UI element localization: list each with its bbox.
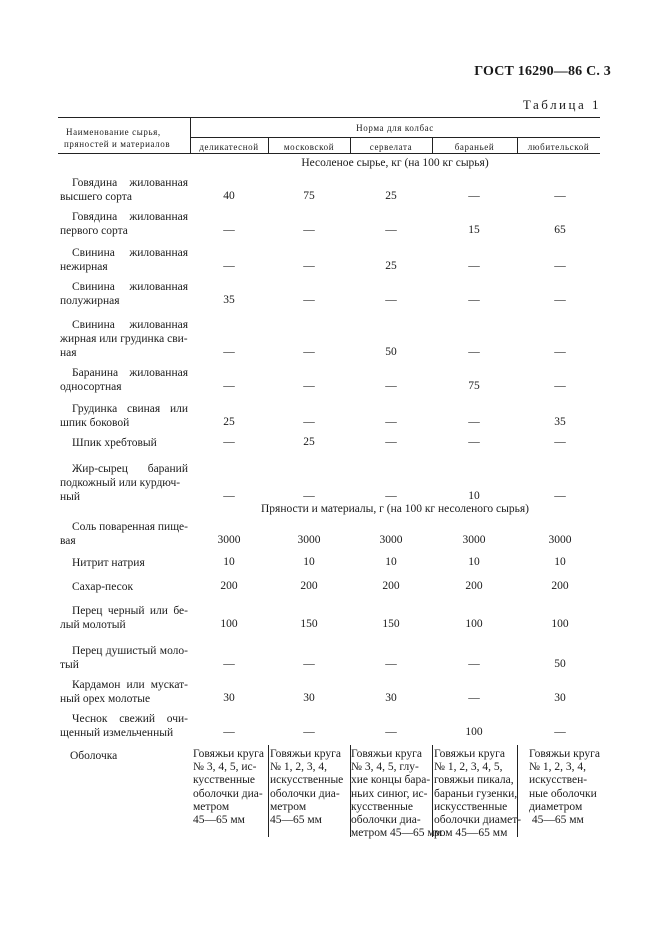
casing-lyubitelskaya: Говяжьи круга № 1, 2, 3, 4, искусствен- ные оболочки диаметром 45—65 мм	[529, 748, 600, 827]
row-name-line: Нитрит натрия	[72, 557, 145, 569]
row-name	[60, 678, 188, 706]
row-name	[60, 176, 188, 204]
value-cell: —	[554, 190, 566, 202]
value-cell: 35	[223, 294, 235, 306]
value-cell: 150	[382, 618, 400, 630]
row-name	[60, 366, 188, 394]
value-cell: 75	[303, 190, 315, 202]
value-cell: 25	[385, 190, 397, 202]
value-cell: 50	[385, 346, 397, 358]
value-cell: 100	[465, 618, 483, 630]
casing-col-divider-1	[268, 745, 269, 837]
value-cell: 200	[382, 580, 400, 592]
casing-servelat: Говяжьи круга № 3, 4, 5, глу- хие концы бара- ньих синюг, ис- кусственные оболочки диа- метром 45—65 мм	[351, 748, 442, 840]
value-cell: 25	[385, 260, 397, 272]
value-cell: —	[554, 436, 566, 448]
row-name-line: Жир-сырец бараний	[72, 463, 188, 475]
value-cell: —	[385, 490, 397, 502]
value-cell: —	[385, 294, 397, 306]
row-name-line: Говядина жилованная	[72, 177, 188, 189]
value-cell: —	[554, 490, 566, 502]
row-name-line: лый молотый	[60, 619, 126, 631]
row-name-line: тый	[60, 659, 79, 671]
table-top-rule	[58, 117, 600, 118]
row-name-line: ный	[60, 491, 81, 503]
row-name-line: Чеснок свежий очи-	[72, 713, 188, 725]
row-name-line: Сахар-песок	[72, 581, 134, 593]
group-header-rule	[190, 137, 600, 138]
value-cell: —	[468, 658, 480, 670]
value-cell: —	[385, 416, 397, 428]
row-name	[60, 520, 188, 548]
value-cell: 200	[220, 580, 238, 592]
table-label: Таблица 1	[522, 97, 601, 112]
row-name-line: Баранина жилованная	[72, 367, 188, 379]
value-cell: 10	[468, 556, 480, 568]
value-cell: 150	[300, 618, 318, 630]
value-cell: —	[303, 416, 315, 428]
header-name-line-1: Наименование сырья,	[66, 127, 161, 137]
row-name-line: Перец черный или бе-	[72, 605, 188, 617]
value-cell: 40	[223, 190, 235, 202]
value-cell: 25	[223, 416, 235, 428]
value-cell: 30	[385, 692, 397, 704]
value-cell: —	[303, 346, 315, 358]
value-cell: 100	[551, 618, 569, 630]
value-cell: 3000	[548, 534, 572, 546]
value-cell: —	[385, 658, 397, 670]
section-title-raw: Несоленое сырье, кг (на 100 кг сырья)	[301, 157, 489, 169]
value-cell: 10	[303, 556, 315, 568]
value-cell: 10	[385, 556, 397, 568]
value-cell: —	[554, 260, 566, 272]
row-name	[60, 210, 188, 238]
value-cell: 10	[554, 556, 566, 568]
value-cell: —	[554, 726, 566, 738]
value-cell: —	[303, 658, 315, 670]
value-cell: —	[385, 436, 397, 448]
value-cell: 65	[554, 224, 566, 236]
page-header: ГОСТ 16290—86 С. 3	[474, 64, 611, 79]
row-name	[60, 604, 188, 632]
col-header-baranya: бараньей	[454, 142, 495, 152]
value-cell: —	[223, 260, 235, 272]
row-name-line: односортная	[60, 381, 122, 393]
value-cell: —	[468, 190, 480, 202]
row-name-line: первого сорта	[60, 225, 128, 237]
value-cell: —	[468, 416, 480, 428]
col-header-moskovskaya: московской	[283, 142, 335, 152]
row-name-line: жирная или грудинка сви-	[60, 333, 188, 345]
value-cell: 10	[468, 490, 480, 502]
value-cell: —	[303, 726, 315, 738]
row-name-line: полужирная	[60, 295, 120, 307]
casing-baranya: Говяжьи круга № 1, 2, 3, 4, 5, говяжьи пикала, бараньи гузенки, искусственные оболочки диамет- ром 45—65 мм	[434, 748, 522, 840]
value-cell: —	[385, 726, 397, 738]
value-cell: —	[303, 380, 315, 392]
row-name	[60, 436, 188, 450]
value-cell: 3000	[297, 534, 321, 546]
col-header-delikatesnaya: деликатесной	[199, 142, 259, 152]
value-cell: —	[223, 490, 235, 502]
row-name-line: Говядина жилованная	[72, 211, 188, 223]
row-name-line: нежирная	[60, 261, 108, 273]
value-cell: 3000	[217, 534, 241, 546]
row-name-line: ная	[60, 347, 77, 359]
row-name-line: шпик боковой	[60, 417, 130, 429]
value-cell: —	[223, 224, 235, 236]
casing-delikatesnaya: Говяжьи круга № 3, 4, 5, ис- кусственные оболочки диа- метром 45—65 мм	[193, 748, 264, 827]
value-cell: —	[303, 294, 315, 306]
value-cell: —	[468, 260, 480, 272]
row-name	[60, 280, 188, 308]
value-cell: —	[223, 380, 235, 392]
value-cell: 25	[303, 436, 315, 448]
section-title-spices: Пряности и материалы, г (на 100 кг несоленого сырья)	[260, 503, 530, 515]
value-cell: 3000	[462, 534, 486, 546]
value-cell: —	[468, 436, 480, 448]
row-name	[60, 644, 188, 672]
col-header-lyubitelskaya: любительской	[527, 142, 590, 152]
value-cell: —	[468, 346, 480, 358]
value-cell: —	[554, 380, 566, 392]
row-name	[60, 580, 188, 594]
row-name-line: Грудинка свиная или	[72, 403, 188, 415]
value-cell: —	[468, 294, 480, 306]
value-cell: —	[223, 436, 235, 448]
row-name	[60, 402, 188, 430]
value-cell: 50	[554, 658, 566, 670]
col-header-servelat: сервелата	[369, 142, 413, 152]
casing-moskovskaya: Говяжьи круга № 1, 2, 3, 4, искусственные оболочки диа- метром 45—65 мм	[270, 748, 344, 827]
value-cell: —	[223, 346, 235, 358]
value-cell: 200	[465, 580, 483, 592]
value-cell: 75	[468, 380, 480, 392]
row-name-line: щенный измельченный	[60, 727, 174, 739]
value-cell: 100	[465, 726, 483, 738]
value-cell: —	[385, 224, 397, 236]
row-name	[60, 462, 188, 504]
header-name-line-2: пряностей и материалов	[64, 139, 171, 149]
casing-row-name: Оболочка	[70, 750, 118, 762]
row-name-line: подкожный или курдюч-	[60, 477, 181, 489]
row-name	[60, 556, 188, 570]
row-name-line: Шпик хребтовый	[72, 437, 157, 449]
value-cell: —	[468, 692, 480, 704]
value-cell: —	[223, 658, 235, 670]
value-cell: 30	[303, 692, 315, 704]
value-cell: 10	[223, 556, 235, 568]
row-name-line: Кардамон или мускат-	[72, 679, 188, 691]
row-name	[60, 712, 188, 740]
value-cell: 3000	[379, 534, 403, 546]
value-cell: 100	[220, 618, 238, 630]
value-cell: —	[554, 346, 566, 358]
value-cell: —	[303, 260, 315, 272]
value-cell: —	[303, 490, 315, 502]
value-cell: 30	[223, 692, 235, 704]
value-cell: 200	[300, 580, 318, 592]
row-name	[60, 246, 188, 274]
value-cell: —	[554, 294, 566, 306]
row-name-line: вая	[60, 535, 76, 547]
value-cell: 30	[554, 692, 566, 704]
value-cell: 15	[468, 224, 480, 236]
row-name-line: Свинина жилованная	[72, 281, 188, 293]
value-cell: 35	[554, 416, 566, 428]
row-name-line: Соль поваренная пище-	[72, 521, 188, 533]
value-cell: 200	[551, 580, 569, 592]
value-cell: —	[223, 726, 235, 738]
row-name	[60, 318, 188, 360]
row-name-line: Перец душистый моло-	[72, 645, 188, 657]
value-cell: —	[303, 224, 315, 236]
row-name-line: Свинина жилованная	[72, 247, 188, 259]
value-cell: —	[385, 380, 397, 392]
header-group-title: Норма для колбас	[356, 123, 434, 133]
row-name-line: ный орех молотые	[60, 693, 151, 705]
row-name-line: Свинина жилованная	[72, 319, 188, 331]
row-name-line: высшего сорта	[60, 191, 132, 203]
